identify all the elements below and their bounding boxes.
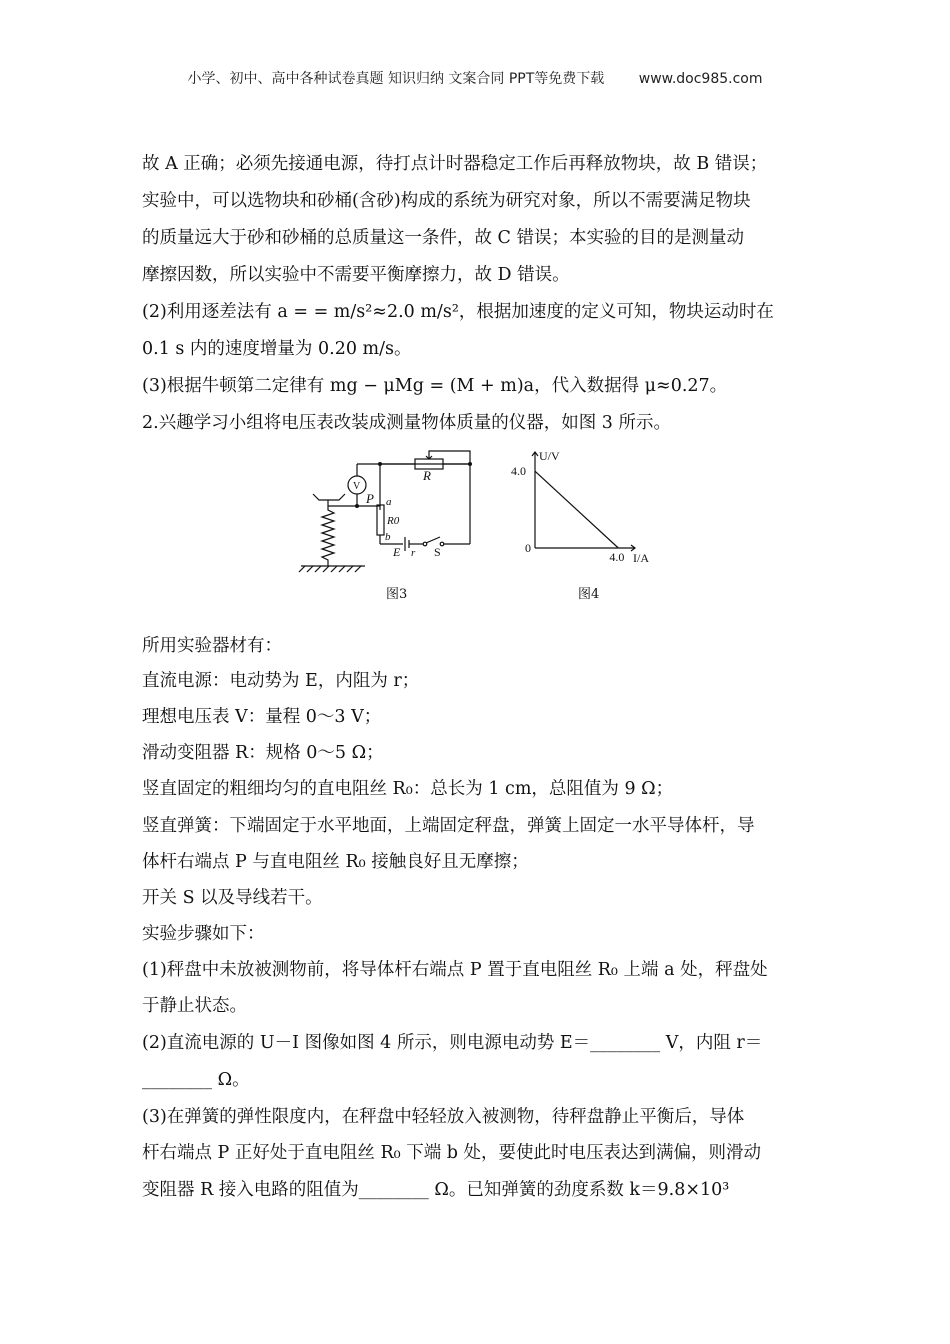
text-line: (3)根据牛顿第二定律有 mg − μMg = (M + m)a，代入数据得 μ≈0.27。 — [142, 376, 728, 396]
y-tick-label: 4.0 — [511, 464, 526, 479]
header-site: www.doc985.com — [638, 71, 763, 87]
text-line: 实验步骤如下： — [142, 924, 265, 944]
text-line: 直流电源：电动势为 E，内阻为 r； — [142, 671, 420, 691]
x-axis-label: I/A — [633, 551, 649, 565]
text-line: 故 A 正确；必须先接通电源，待打点计时器稳定工作后再释放物块，故 B 错误； — [142, 154, 768, 174]
text-line: 于静止状态。 — [142, 996, 247, 1016]
y-axis-label: U/V — [539, 449, 560, 463]
text-line: 的质量远大于砂和砂桶的总质量这一条件，故 C 错误；本实验的目的是测量动 — [142, 228, 745, 248]
text-line: 变阻器 R 接入电路的阻值为________ Ω。已知弹簧的劲度系数 k＝9.8×10³ — [142, 1180, 730, 1200]
label-r: r — [411, 547, 416, 559]
text-line: ________ Ω。 — [142, 1070, 250, 1090]
text-line: 体杆右端点 P 与直电阻丝 R₀ 接触良好且无摩擦； — [142, 852, 529, 872]
text-line: 摩擦因数，所以实验中不需要平衡摩擦力，故 D 错误。 — [142, 265, 570, 285]
figure3-caption: 图3 — [386, 587, 408, 602]
label-a: a — [386, 496, 392, 508]
text-line: 实验中，可以选物块和砂桶(含砂)构成的系统为研究对象，所以不需要满足物块 — [142, 191, 751, 211]
label-R: R — [423, 468, 431, 483]
figure4-chart — [505, 448, 660, 568]
label-R0: R0 — [387, 515, 400, 527]
origin-label: 0 — [525, 541, 531, 555]
label-S: S — [434, 545, 441, 559]
scale-pan — [313, 494, 345, 500]
text-line: 滑动变阻器 R：规格 0～5 Ω； — [142, 743, 384, 763]
text-line: (2)利用逐差法有 a = = m/s²≈2.0 m/s²，根据加速度的定义可知，物块运动时在 — [142, 302, 774, 322]
text-line: 杆右端点 P 正好处于直电阻丝 R₀ 下端 b 处，要使此时电压表达到满偏，则滑动 — [142, 1143, 762, 1163]
x-tick-label: 4.0 — [609, 550, 625, 564]
text-line: 开关 S 以及导线若干。 — [142, 888, 323, 908]
text-line: 0.1 s 内的速度增量为 0.20 m/s。 — [142, 339, 412, 359]
spring — [322, 506, 334, 566]
text-line: 2.兴趣学习小组将电压表改装成测量物体质量的仪器，如图 3 所示。 — [142, 413, 671, 433]
text-line: 竖直固定的粗细均匀的直电阻丝 R₀：总长为 1 cm，总阻值为 9 Ω； — [142, 779, 674, 799]
label-b: b — [385, 531, 391, 543]
text-line: 理想电压表 V：量程 0～3 V； — [142, 707, 382, 727]
label-E: E — [393, 545, 401, 559]
series-line — [535, 471, 618, 548]
header-text: 小学、初中、高中各种试卷真题 知识归纳 文案合同 PPT等免费下载 — [187, 71, 605, 87]
figure3-circuit — [295, 448, 485, 578]
figure4-caption: 图4 — [578, 587, 600, 602]
text-line: (1)秤盘中未放被测物前，将导体杆右端点 P 置于直电阻丝 R₀ 上端 a 处，秤盘处 — [142, 960, 768, 980]
ground-hatch — [299, 566, 361, 572]
text-line: 所用实验器材有： — [142, 636, 282, 656]
label-V: V — [353, 481, 361, 492]
page-header — [0, 68, 950, 88]
text-line: 竖直弹簧：下端固定于水平地面，上端固定秤盘，弹簧上固定一水平导体杆，导 — [142, 816, 755, 836]
text-line: (3)在弹簧的弹性限度内，在秤盘中轻轻放入被测物，待秤盘静止平衡后，导体 — [142, 1107, 745, 1127]
label-P: P — [366, 491, 374, 506]
text-line: (2)直流电源的 U－I 图像如图 4 所示，则电源电动势 E＝________ V，内阻 r＝ — [142, 1033, 763, 1053]
